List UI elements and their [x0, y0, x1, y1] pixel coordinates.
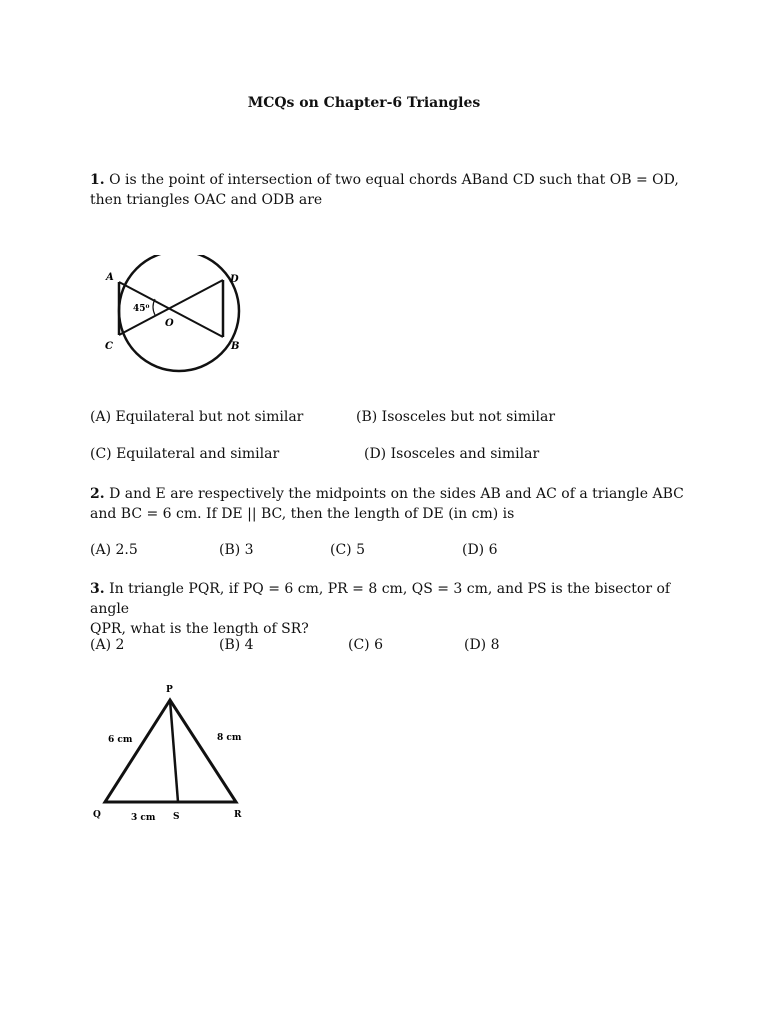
- bisector-ps: [170, 700, 178, 802]
- question-2: [90, 484, 690, 524]
- label-pr-length: 8 cm: [217, 733, 242, 743]
- label-o: O: [165, 318, 174, 329]
- q2-option-a: (A) 2.5: [90, 542, 138, 558]
- q3-option-c: (C) 6: [348, 637, 383, 653]
- label-c: C: [105, 341, 113, 352]
- question-text-line-2: QPR, what is the length of SR?: [90, 621, 309, 637]
- label-b: B: [231, 341, 240, 352]
- question-number: 1.: [90, 172, 105, 188]
- label-d: D: [230, 274, 239, 285]
- question-number: 3.: [90, 581, 105, 597]
- label-s: S: [173, 812, 180, 822]
- label-a: A: [106, 272, 114, 283]
- label-q: Q: [93, 810, 101, 820]
- question-text-line-1: D and E are respectively the midpoints on the sides AB and AC of a triangle ABC: [109, 486, 684, 502]
- q1-option-c: (C) Equilateral and similar: [90, 446, 280, 462]
- q3-option-d: (D) 8: [464, 637, 500, 653]
- question-text-line-2: then triangles OAC and ODB are: [90, 192, 323, 208]
- question-text-line-1: In triangle PQR, if PQ = 6 cm, PR = 8 cm, QS = 3 cm, and PS is the bisector of angle: [90, 581, 671, 617]
- q2-option-d: (D) 6: [462, 542, 498, 558]
- question-number: 2.: [90, 486, 105, 502]
- q1-option-d: (D) Isosceles and similar: [364, 446, 540, 462]
- question-1: [90, 170, 690, 210]
- label-r: R: [234, 810, 242, 820]
- label-qs-length: 3 cm: [131, 813, 156, 823]
- q3-option-a: (A) 2: [90, 637, 125, 653]
- label-pq-length: 6 cm: [108, 735, 133, 745]
- triangle-pqr-figure: [88, 680, 263, 830]
- question-text-line-2: and BC = 6 cm. If DE || BC, then the length of DE (in cm) is: [90, 506, 515, 522]
- label-angle: 45⁰: [133, 304, 150, 314]
- label-p: P: [166, 685, 173, 695]
- q1-option-b: (B) Isosceles but not similar: [356, 409, 556, 425]
- q2-option-b: (B) 3: [219, 542, 254, 558]
- q3-option-b: (B) 4: [219, 637, 254, 653]
- question-3: [90, 579, 710, 639]
- q1-option-a: (A) Equilateral but not similar: [90, 409, 304, 425]
- q2-option-c: (C) 5: [330, 542, 365, 558]
- page-title: MCQs on Chapter-6 Triangles: [247, 95, 481, 111]
- question-text-line-1: O is the point of intersection of two equal chords ABand CD such that OB = OD,: [109, 172, 679, 188]
- circle-chords-figure: [95, 255, 265, 380]
